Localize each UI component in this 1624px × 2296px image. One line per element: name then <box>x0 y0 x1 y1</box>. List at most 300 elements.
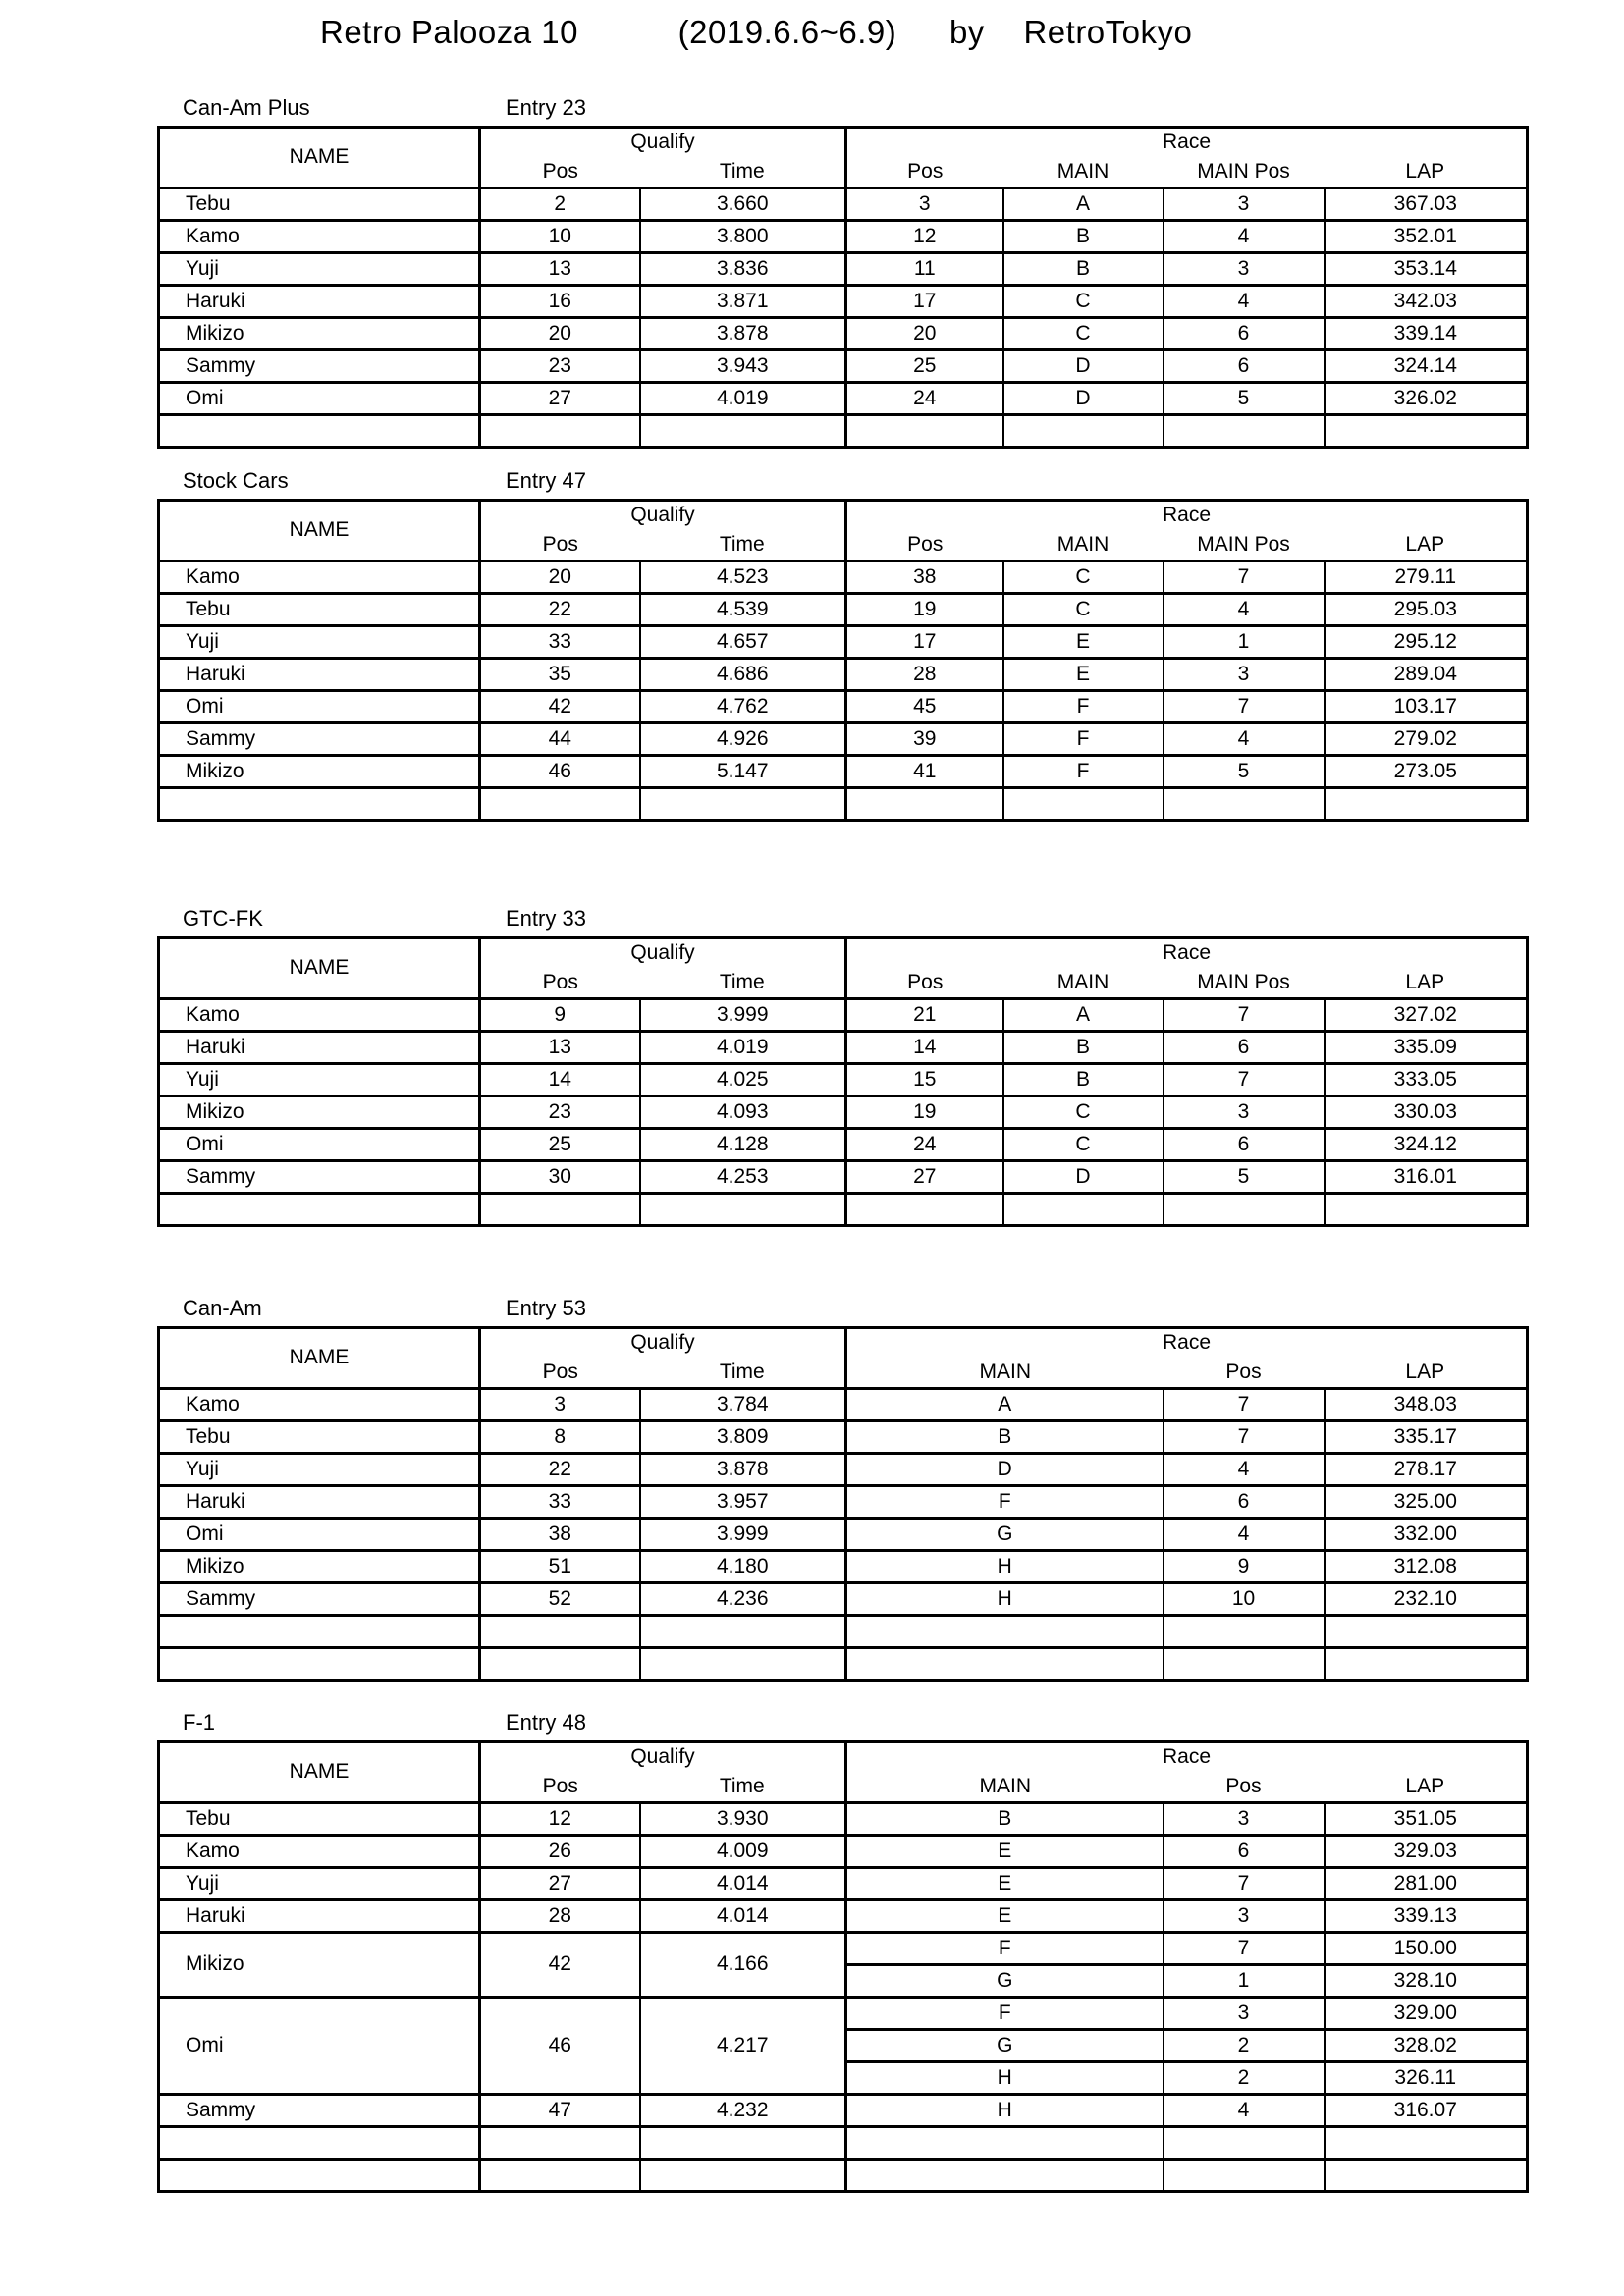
results-table <box>157 936 1529 1227</box>
race-pos-cell: 3 <box>1164 1899 1325 1932</box>
empty-cell <box>480 2159 640 2191</box>
qualify-time-header: Time <box>640 530 846 561</box>
lap-cell: 327.02 <box>1325 998 1528 1031</box>
race-pos-cell: 7 <box>1164 1932 1325 1964</box>
main-cell: E <box>1003 658 1164 690</box>
main-cell: H <box>846 1582 1164 1615</box>
lap-cell: 278.17 <box>1325 1453 1528 1485</box>
lap-cell: 324.12 <box>1325 1128 1528 1160</box>
table-row <box>159 1518 1528 1550</box>
qualify-pos-cell: 9 <box>480 998 640 1031</box>
results-table <box>157 499 1529 822</box>
driver-name-cell: Haruki <box>159 1899 480 1932</box>
qualify-time-header: Time <box>640 968 846 999</box>
table-row <box>159 1932 1528 1964</box>
empty-cell <box>1164 787 1325 820</box>
qualify-time-cell: 3.784 <box>640 1388 846 1420</box>
driver-name-cell: Haruki <box>159 285 480 317</box>
race-pos-cell: 9 <box>1164 1550 1325 1582</box>
race-pos-header: Pos <box>846 530 1003 561</box>
entry-count-label: Entry 47 <box>506 468 586 493</box>
empty-cell <box>640 1615 846 1647</box>
empty-cell <box>1325 414 1528 447</box>
main-pos-cell: 6 <box>1164 1128 1325 1160</box>
table-row <box>159 1835 1528 1867</box>
driver-name-cell: Yuji <box>159 252 480 285</box>
entry-count-label: Entry 23 <box>506 95 586 120</box>
driver-name-cell: Haruki <box>159 658 480 690</box>
race-pos-cell: 3 <box>846 187 1003 220</box>
main-cell: F <box>846 1485 1164 1518</box>
main-pos-cell: 4 <box>1164 285 1325 317</box>
lap-cell: 316.07 <box>1325 2094 1528 2126</box>
qualify-pos-header: Pos <box>480 1772 640 1803</box>
driver-name-cell: Tebu <box>159 1802 480 1835</box>
class-name-label: F-1 <box>183 1710 215 1735</box>
main-cell: E <box>846 1899 1164 1932</box>
empty-cell <box>480 1647 640 1680</box>
driver-name-cell: Mikizo <box>159 317 480 349</box>
race-pos-cell: 4 <box>1164 2094 1325 2126</box>
empty-cell <box>159 2159 480 2191</box>
empty-cell <box>1325 2159 1528 2191</box>
race-pos-cell: 1 <box>1164 1964 1325 1997</box>
header-row-sections <box>159 501 1528 530</box>
table-row <box>159 285 1528 317</box>
results-table <box>157 1740 1529 2193</box>
class-table-stock-cars <box>157 467 1526 822</box>
empty-cell <box>1325 1647 1528 1680</box>
qualify-pos-cell: 38 <box>480 1518 640 1550</box>
empty-row <box>159 1615 1528 1647</box>
table-row <box>159 220 1528 252</box>
main-pos-cell: 6 <box>1164 317 1325 349</box>
qualify-pos-cell: 35 <box>480 658 640 690</box>
table-row <box>159 722 1528 755</box>
table-row <box>159 1582 1528 1615</box>
table-row <box>159 1160 1528 1193</box>
qualify-time-cell: 4.166 <box>640 1932 846 1997</box>
driver-name-cell: Sammy <box>159 1582 480 1615</box>
qualify-pos-cell: 2 <box>480 187 640 220</box>
qualify-time-cell: 4.093 <box>640 1095 846 1128</box>
qualify-pos-cell: 3 <box>480 1388 640 1420</box>
qualify-time-cell: 4.762 <box>640 690 846 722</box>
table-row <box>159 1867 1528 1899</box>
table-row <box>159 349 1528 382</box>
qualify-time-cell: 3.878 <box>640 1453 846 1485</box>
main-pos-cell: 7 <box>1164 690 1325 722</box>
main-cell: A <box>846 1388 1164 1420</box>
table-row <box>159 1128 1528 1160</box>
driver-name-cell: Tebu <box>159 1420 480 1453</box>
race-pos-cell: 7 <box>1164 1867 1325 1899</box>
lap-cell: 348.03 <box>1325 1388 1528 1420</box>
qualify-pos-header: Pos <box>480 530 640 561</box>
main-cell: C <box>1003 317 1164 349</box>
lap-cell: 281.00 <box>1325 1867 1528 1899</box>
race-pos-cell: 19 <box>846 1095 1003 1128</box>
lap-cell: 326.11 <box>1325 2061 1528 2094</box>
qualify-time-cell: 4.019 <box>640 382 846 414</box>
main-header: MAIN <box>1003 530 1164 561</box>
qualify-pos-cell: 30 <box>480 1160 640 1193</box>
main-cell: F <box>1003 755 1164 787</box>
empty-cell <box>159 787 480 820</box>
table-row <box>159 1453 1528 1485</box>
driver-name-cell: Kamo <box>159 1388 480 1420</box>
qualify-pos-cell: 10 <box>480 220 640 252</box>
lap-cell: 335.09 <box>1325 1031 1528 1063</box>
header-row-sections <box>159 1742 1528 1772</box>
empty-cell <box>1164 1193 1325 1225</box>
qualify-pos-cell: 33 <box>480 1485 640 1518</box>
table-row <box>159 1031 1528 1063</box>
race-pos-cell: 25 <box>846 349 1003 382</box>
empty-cell <box>480 2126 640 2159</box>
empty-cell <box>846 1647 1164 1680</box>
lap-cell: 351.05 <box>1325 1802 1528 1835</box>
results-table <box>157 1326 1529 1682</box>
empty-cell <box>1003 1193 1164 1225</box>
empty-cell <box>846 1615 1164 1647</box>
race-section-header: Race <box>846 501 1528 530</box>
main-pos-cell: 6 <box>1164 349 1325 382</box>
qualify-time-cell: 3.957 <box>640 1485 846 1518</box>
driver-name-cell: Mikizo <box>159 1095 480 1128</box>
qualify-pos-cell: 20 <box>480 561 640 593</box>
main-pos-cell: 3 <box>1164 252 1325 285</box>
table-row <box>159 1802 1528 1835</box>
qualify-time-cell: 3.836 <box>640 252 846 285</box>
empty-cell <box>640 1647 846 1680</box>
main-pos-cell: 7 <box>1164 1063 1325 1095</box>
qualify-section-header: Qualify <box>480 938 846 968</box>
main-cell: F <box>846 1997 1164 2029</box>
header-row-sections <box>159 1328 1528 1358</box>
lap-header: LAP <box>1325 968 1528 999</box>
main-pos-cell: 7 <box>1164 561 1325 593</box>
lap-cell: 342.03 <box>1325 285 1528 317</box>
driver-name-cell: Kamo <box>159 561 480 593</box>
empty-cell <box>846 1193 1003 1225</box>
race-pos-cell: 6 <box>1164 1835 1325 1867</box>
table-row <box>159 1095 1528 1128</box>
race-pos-cell: 2 <box>1164 2061 1325 2094</box>
table-row <box>159 561 1528 593</box>
main-cell: D <box>846 1453 1164 1485</box>
main-cell: D <box>1003 1160 1164 1193</box>
table-label <box>157 1295 1526 1326</box>
qualify-time-cell: 4.253 <box>640 1160 846 1193</box>
class-name-label: GTC-FK <box>183 906 263 931</box>
driver-name-cell: Tebu <box>159 593 480 625</box>
lap-cell: 352.01 <box>1325 220 1528 252</box>
table-row <box>159 317 1528 349</box>
driver-name-cell: Sammy <box>159 722 480 755</box>
table-row <box>159 625 1528 658</box>
main-cell: C <box>1003 561 1164 593</box>
race-pos-cell: 11 <box>846 252 1003 285</box>
main-cell: E <box>846 1867 1164 1899</box>
qualify-section-header: Qualify <box>480 128 846 157</box>
lap-cell: 332.00 <box>1325 1518 1528 1550</box>
main-pos-cell: 3 <box>1164 1095 1325 1128</box>
table-label <box>157 94 1526 126</box>
empty-cell <box>480 1193 640 1225</box>
race-pos-cell: 19 <box>846 593 1003 625</box>
qualify-time-cell: 4.657 <box>640 625 846 658</box>
race-pos-header: Pos <box>846 157 1003 188</box>
table-row <box>159 252 1528 285</box>
main-pos-cell: 4 <box>1164 220 1325 252</box>
qualify-pos-cell: 28 <box>480 1899 640 1932</box>
qualify-time-cell: 3.878 <box>640 317 846 349</box>
main-cell: F <box>1003 690 1164 722</box>
main-pos-cell: 5 <box>1164 1160 1325 1193</box>
main-pos-cell: 7 <box>1164 998 1325 1031</box>
lap-header: LAP <box>1325 1772 1528 1803</box>
entry-count-label: Entry 53 <box>506 1296 586 1320</box>
qualify-pos-cell: 22 <box>480 1453 640 1485</box>
table-row <box>159 1420 1528 1453</box>
name-column-header: NAME <box>159 128 480 188</box>
qualify-time-cell: 3.930 <box>640 1802 846 1835</box>
lap-header: LAP <box>1325 530 1528 561</box>
class-table-f-1 <box>157 1709 1526 2193</box>
empty-cell <box>640 1193 846 1225</box>
main-cell: A <box>1003 187 1164 220</box>
qualify-time-cell: 4.180 <box>640 1550 846 1582</box>
driver-name-cell: Mikizo <box>159 1550 480 1582</box>
class-name-label: Stock Cars <box>183 468 289 493</box>
main-cell: B <box>846 1802 1164 1835</box>
qualify-time-cell: 4.025 <box>640 1063 846 1095</box>
by-label: by <box>948 14 985 50</box>
race-pos-cell: 4 <box>1164 1453 1325 1485</box>
empty-cell <box>159 1193 480 1225</box>
main-cell: H <box>846 2094 1164 2126</box>
lap-cell: 279.11 <box>1325 561 1528 593</box>
empty-row <box>159 2159 1528 2191</box>
lap-cell: 279.02 <box>1325 722 1528 755</box>
driver-name-cell: Kamo <box>159 1835 480 1867</box>
main-pos-cell: 5 <box>1164 755 1325 787</box>
empty-cell <box>640 414 846 447</box>
empty-cell <box>159 2126 480 2159</box>
empty-row <box>159 1647 1528 1680</box>
main-pos-header: MAIN Pos <box>1164 530 1325 561</box>
qualify-pos-cell: 25 <box>480 1128 640 1160</box>
table-row <box>159 1388 1528 1420</box>
lap-cell: 367.03 <box>1325 187 1528 220</box>
main-pos-cell: 5 <box>1164 382 1325 414</box>
table-row <box>159 998 1528 1031</box>
race-section-header: Race <box>846 938 1528 968</box>
race-pos-cell: 15 <box>846 1063 1003 1095</box>
qualify-time-cell: 4.014 <box>640 1867 846 1899</box>
lap-cell: 353.14 <box>1325 252 1528 285</box>
race-pos-cell: 10 <box>1164 1582 1325 1615</box>
main-cell: B <box>1003 220 1164 252</box>
qualify-time-cell: 4.014 <box>640 1899 846 1932</box>
qualify-time-cell: 4.539 <box>640 593 846 625</box>
name-column-header: NAME <box>159 938 480 999</box>
qualify-time-cell: 3.999 <box>640 998 846 1031</box>
main-cell: B <box>1003 1063 1164 1095</box>
empty-cell <box>846 414 1003 447</box>
table-row <box>159 2094 1528 2126</box>
race-pos-cell: 3 <box>1164 1997 1325 2029</box>
empty-cell <box>1325 2126 1528 2159</box>
qualify-pos-cell: 26 <box>480 1835 640 1867</box>
empty-cell <box>159 1647 480 1680</box>
empty-cell <box>640 2159 846 2191</box>
qualify-pos-cell: 27 <box>480 1867 640 1899</box>
main-cell: B <box>846 1420 1164 1453</box>
qualify-pos-cell: 12 <box>480 1802 640 1835</box>
empty-cell <box>159 1615 480 1647</box>
qualify-pos-cell: 46 <box>480 755 640 787</box>
empty-cell <box>480 1615 640 1647</box>
qualify-pos-header: Pos <box>480 157 640 188</box>
lap-cell: 333.05 <box>1325 1063 1528 1095</box>
empty-cell <box>1164 414 1325 447</box>
event-date: (2019.6.6~6.9) <box>677 14 897 50</box>
qualify-pos-cell: 42 <box>480 1932 640 1997</box>
qualify-pos-cell: 47 <box>480 2094 640 2126</box>
lap-header: LAP <box>1325 157 1528 188</box>
empty-cell <box>1164 1615 1325 1647</box>
main-pos-cell: 1 <box>1164 625 1325 658</box>
race-pos-cell: 39 <box>846 722 1003 755</box>
main-cell: E <box>1003 625 1164 658</box>
race-pos-cell: 4 <box>1164 1518 1325 1550</box>
race-pos-cell: 38 <box>846 561 1003 593</box>
qualify-pos-cell: 16 <box>480 285 640 317</box>
qualify-pos-cell: 27 <box>480 382 640 414</box>
empty-cell <box>480 414 640 447</box>
driver-name-cell: Omi <box>159 382 480 414</box>
main-header: MAIN <box>846 1358 1164 1389</box>
driver-name-cell: Sammy <box>159 349 480 382</box>
main-cell: C <box>1003 1095 1164 1128</box>
organizer-name: RetroTokyo <box>1023 14 1193 50</box>
qualify-section-header: Qualify <box>480 1328 846 1358</box>
race-pos-header: Pos <box>1164 1358 1325 1389</box>
empty-row <box>159 414 1528 447</box>
race-pos-cell: 2 <box>1164 2029 1325 2061</box>
qualify-time-cell: 5.147 <box>640 755 846 787</box>
empty-cell <box>846 2159 1164 2191</box>
lap-cell: 326.02 <box>1325 382 1528 414</box>
lap-cell: 232.10 <box>1325 1582 1528 1615</box>
race-section-header: Race <box>846 1328 1528 1358</box>
class-name-label: Can-Am Plus <box>183 95 310 120</box>
empty-row <box>159 1193 1528 1225</box>
race-pos-cell: 28 <box>846 658 1003 690</box>
qualify-time-cell: 4.926 <box>640 722 846 755</box>
main-cell: B <box>1003 252 1164 285</box>
empty-cell <box>1325 1193 1528 1225</box>
main-cell: H <box>846 2061 1164 2094</box>
driver-name-cell: Yuji <box>159 1063 480 1095</box>
main-cell: F <box>846 1932 1164 1964</box>
empty-cell <box>1164 2126 1325 2159</box>
qualify-pos-cell: 8 <box>480 1420 640 1453</box>
empty-cell <box>480 787 640 820</box>
class-table-can-am-plus <box>157 94 1526 449</box>
qualify-time-cell: 3.871 <box>640 285 846 317</box>
table-row <box>159 1550 1528 1582</box>
empty-cell <box>1325 787 1528 820</box>
table-row <box>159 187 1528 220</box>
table-label <box>157 905 1526 936</box>
class-table-gtc-fk <box>157 905 1526 1227</box>
lap-cell: 316.01 <box>1325 1160 1528 1193</box>
main-cell: G <box>846 1518 1164 1550</box>
main-pos-header: MAIN Pos <box>1164 157 1325 188</box>
lap-cell: 312.08 <box>1325 1550 1528 1582</box>
empty-cell <box>1325 1615 1528 1647</box>
qualify-pos-cell: 52 <box>480 1582 640 1615</box>
table-row <box>159 1899 1528 1932</box>
empty-row <box>159 2126 1528 2159</box>
empty-cell <box>640 787 846 820</box>
main-cell: C <box>1003 593 1164 625</box>
lap-cell: 329.00 <box>1325 1997 1528 2029</box>
driver-name-cell: Yuji <box>159 1867 480 1899</box>
qualify-pos-cell: 51 <box>480 1550 640 1582</box>
main-cell: C <box>1003 1128 1164 1160</box>
lap-cell: 339.14 <box>1325 317 1528 349</box>
main-cell: D <box>1003 382 1164 414</box>
qualify-pos-cell: 46 <box>480 1997 640 2094</box>
table-row <box>159 382 1528 414</box>
main-header: MAIN <box>846 1772 1164 1803</box>
table-row <box>159 690 1528 722</box>
class-table-can-am <box>157 1295 1526 1682</box>
empty-cell <box>1003 414 1164 447</box>
table-row <box>159 755 1528 787</box>
driver-name-cell: Tebu <box>159 187 480 220</box>
race-section-header: Race <box>846 1742 1528 1772</box>
driver-name-cell: Omi <box>159 1997 480 2094</box>
main-cell: A <box>1003 998 1164 1031</box>
table-row <box>159 658 1528 690</box>
table-row <box>159 1997 1528 2029</box>
qualify-pos-cell: 23 <box>480 349 640 382</box>
qualify-time-cell: 4.232 <box>640 2094 846 2126</box>
main-pos-cell: 3 <box>1164 658 1325 690</box>
empty-cell <box>1164 2159 1325 2191</box>
qualify-time-cell: 3.943 <box>640 349 846 382</box>
lap-header: LAP <box>1325 1358 1528 1389</box>
qualify-pos-cell: 33 <box>480 625 640 658</box>
main-pos-cell: 6 <box>1164 1031 1325 1063</box>
race-pos-cell: 24 <box>846 382 1003 414</box>
driver-name-cell: Yuji <box>159 625 480 658</box>
empty-cell <box>159 414 480 447</box>
race-section-header: Race <box>846 128 1528 157</box>
driver-name-cell: Omi <box>159 1128 480 1160</box>
lap-cell: 335.17 <box>1325 1420 1528 1453</box>
table-row <box>159 1485 1528 1518</box>
race-pos-cell: 17 <box>846 285 1003 317</box>
main-cell: G <box>846 1964 1164 1997</box>
header-row-sections <box>159 128 1528 157</box>
race-pos-cell: 24 <box>846 1128 1003 1160</box>
